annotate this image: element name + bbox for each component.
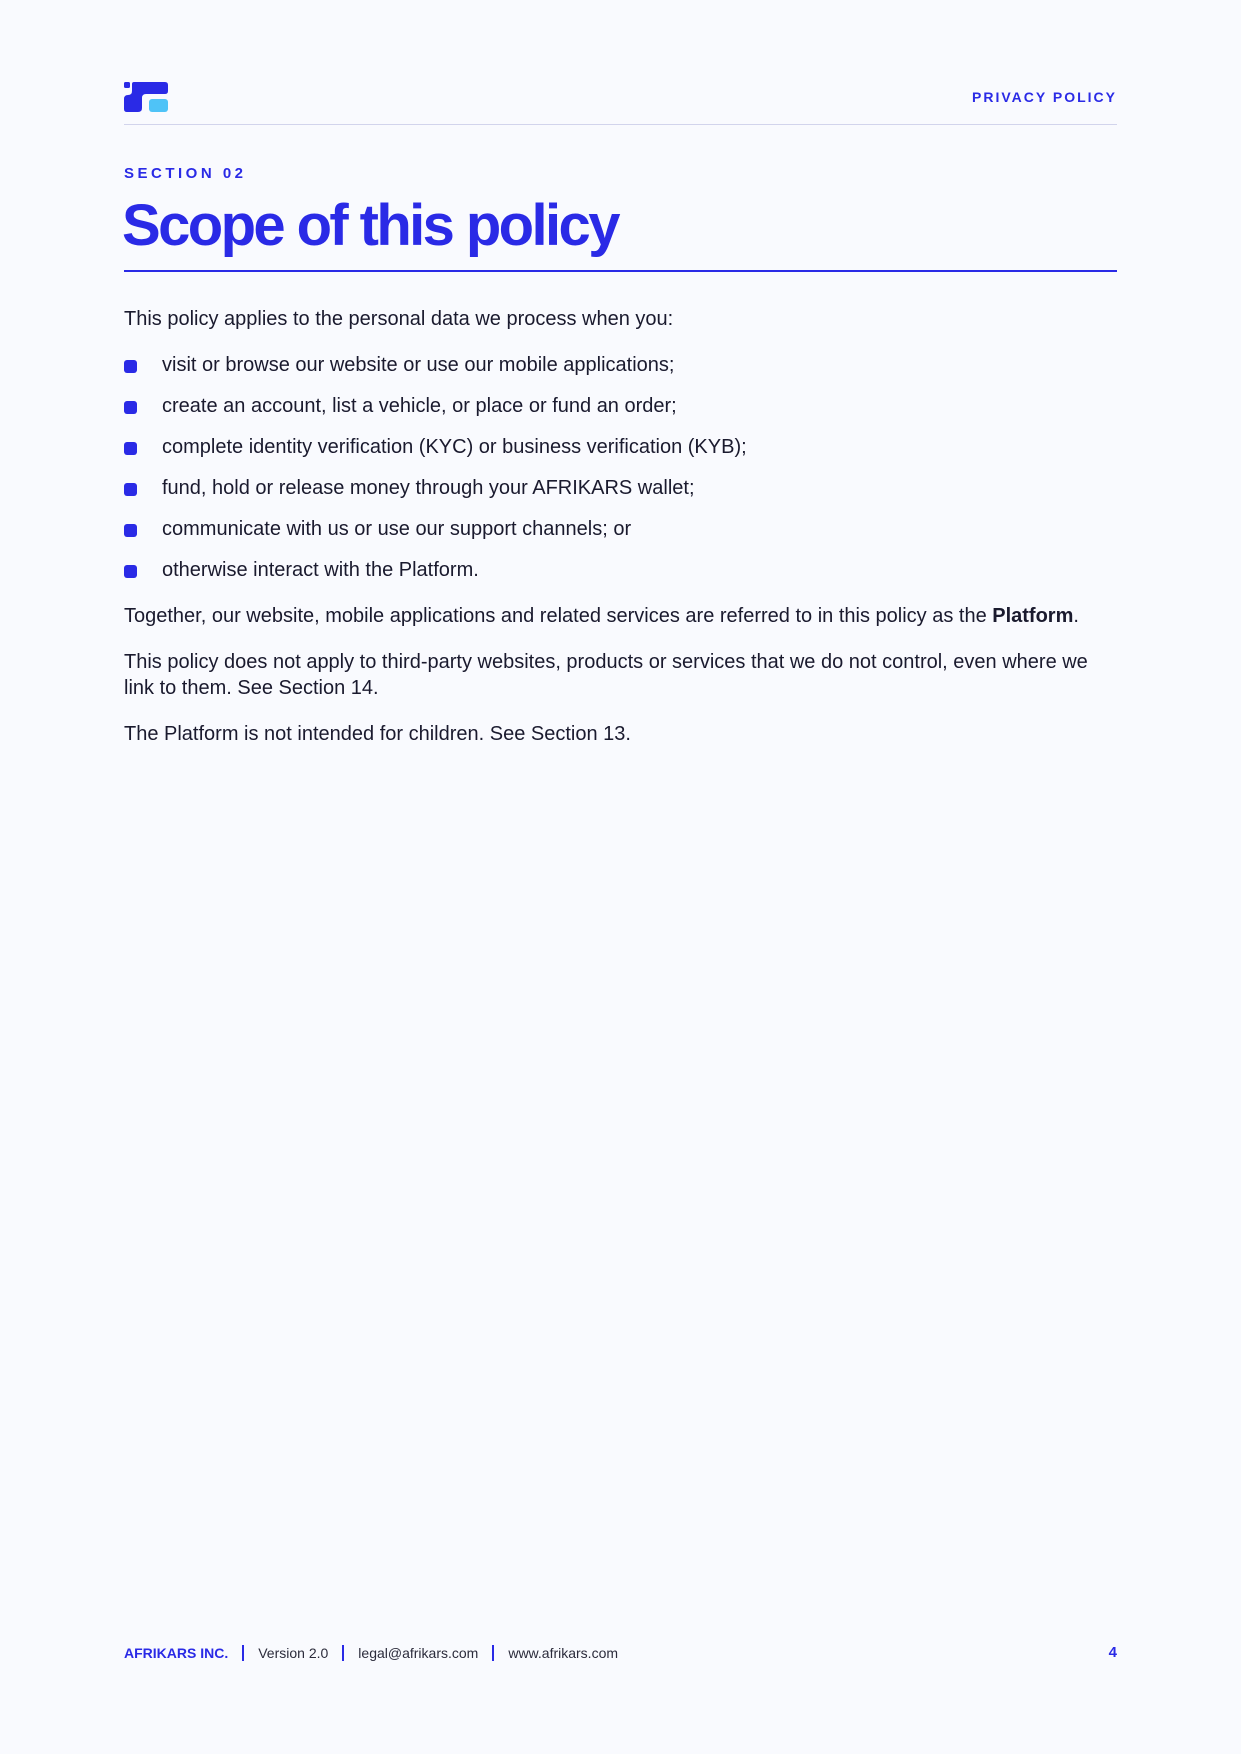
- page-footer: [124, 1643, 1117, 1663]
- platform-definition-text: Together, our website, mobile applications and related services are referred to in this policy as the: [124, 605, 993, 627]
- footer-info: [124, 1643, 618, 1663]
- document-type-label: PRIVACY POLICY: [972, 89, 1117, 105]
- bullet-icon: [124, 401, 137, 414]
- footer-company-name: AFRIKARS INC.: [124, 1645, 229, 1661]
- section-number: SECTION 02: [124, 165, 247, 182]
- list-item-text: create an account, list a vehicle, or place or fund an order;: [162, 395, 677, 417]
- bullet-icon: [124, 442, 137, 455]
- list-item-text: fund, hold or release money through your AFRIKARS wallet;: [162, 477, 695, 499]
- bullet-icon: [124, 360, 137, 373]
- afrikars-logo-icon: [124, 82, 168, 112]
- page-header: [124, 82, 1117, 125]
- scope-list: [124, 352, 1117, 583]
- section-content: [124, 306, 1117, 767]
- list-item: [124, 475, 1117, 501]
- list-item-text: visit or browse our website or use our mobile applications;: [162, 354, 675, 376]
- bullet-icon: [124, 565, 137, 578]
- bullet-icon: [124, 483, 137, 496]
- footer-separator: [342, 1645, 344, 1661]
- footer-separator: [492, 1645, 494, 1661]
- list-item: [124, 393, 1117, 419]
- list-item: [124, 516, 1117, 542]
- footer-email-link[interactable]: legal@afrikars.com: [358, 1645, 479, 1661]
- title-divider: [124, 270, 1117, 272]
- list-item-text: otherwise interact with the Platform.: [162, 559, 479, 581]
- platform-definition-paragraph: [124, 603, 1117, 629]
- platform-term: Platform: [992, 605, 1074, 627]
- footer-website-link[interactable]: www.afrikars.com: [508, 1645, 619, 1661]
- platform-definition-end: .: [1073, 605, 1079, 627]
- list-item: [124, 557, 1117, 583]
- third-party-paragraph: This policy does not apply to third-party websites, products or services that we do not control, even where we link to them. See Section 14.: [124, 651, 1088, 699]
- footer-separator: [242, 1645, 244, 1661]
- footer-version: Version 2.0: [258, 1645, 329, 1661]
- page-title: Scope of this policy: [122, 193, 618, 258]
- children-paragraph: The Platform is not intended for children. See Section 13.: [124, 723, 631, 745]
- bullet-icon: [124, 524, 137, 537]
- page-number: 4: [1108, 1644, 1117, 1661]
- intro-paragraph: This policy applies to the personal data we process when you:: [124, 308, 674, 330]
- list-item: [124, 434, 1117, 460]
- list-item-text: complete identity verification (KYC) or business verification (KYB);: [162, 436, 747, 458]
- list-item: [124, 352, 1117, 378]
- list-item-text: communicate with us or use our support channels; or: [162, 518, 632, 540]
